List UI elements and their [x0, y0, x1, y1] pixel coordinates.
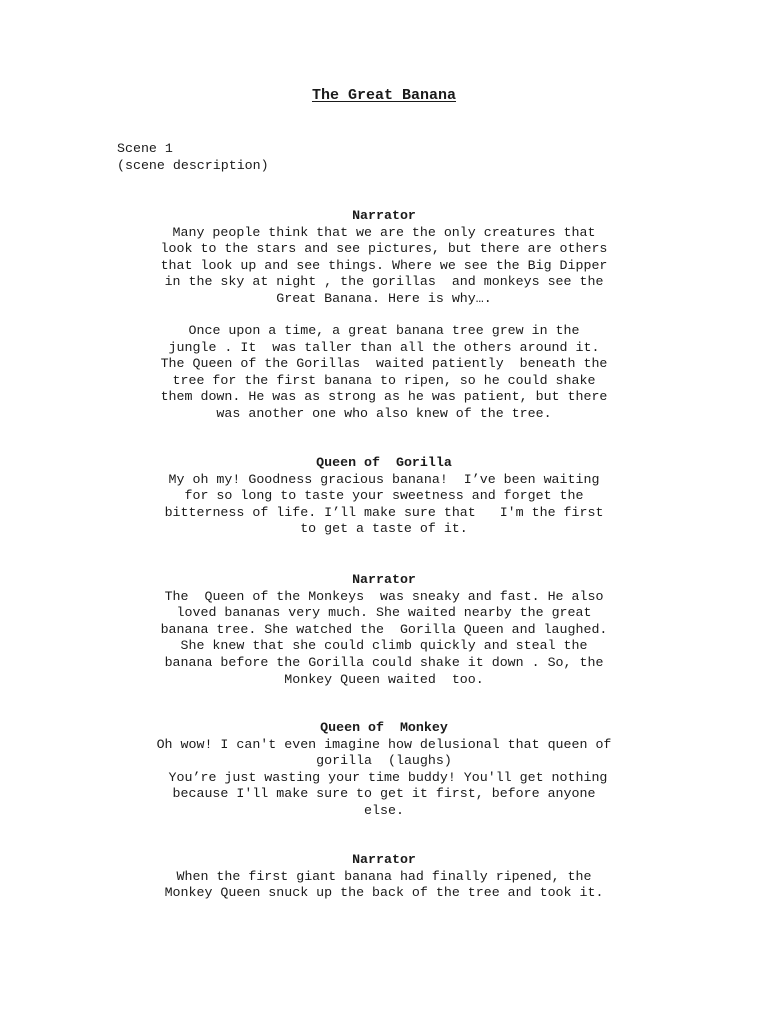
dialogue-line: Monkey Queen snuck up the back of the tree and took it. — [164, 885, 604, 901]
dialogue-line: in the sky at night , the gorillas and monkeys see the — [164, 274, 604, 290]
scene-heading: Scene 1 — [117, 141, 173, 156]
dialogue-line: banana tree. She watched the Gorilla Queen and laughed. — [160, 621, 608, 637]
dialogue-line: to get a taste of it. — [300, 521, 468, 537]
dialogue-line: My oh my! Goodness gracious banana! I’ve been waiting — [168, 471, 600, 487]
dialogue-line: Many people think that we are the only creatures that — [172, 224, 596, 240]
speaker-name: Queen of Gorilla — [316, 455, 452, 470]
speaker-name: Queen of Monkey — [320, 720, 448, 735]
dialogue-block-narrator-3 — [110, 852, 658, 902]
dialogue-line: Monkey Queen waited too. — [284, 671, 484, 687]
dialogue-block-narrator-2 — [110, 572, 658, 688]
dialogue-line: look to the stars and see pictures, but there are others — [160, 241, 608, 257]
dialogue-line: Oh wow! I can't even imagine how delusional that queen of — [156, 736, 612, 752]
dialogue-block-queen-gorilla — [110, 455, 658, 538]
dialogue-line: You’re just wasting your time buddy! You'll get nothing — [160, 769, 608, 785]
dialogue-line: gorilla (laughs) — [316, 753, 452, 769]
dialogue-line: banana before the Gorilla could shake it down . So, the — [164, 654, 604, 670]
dialogue-line: them down. He was as strong as he was patient, but there — [160, 389, 608, 405]
narration-paragraph — [110, 323, 658, 423]
document-title: The Great Banana — [311, 87, 457, 104]
scene-description: (scene description) — [117, 157, 269, 173]
dialogue-block-queen-monkey — [110, 720, 658, 820]
dialogue-line: loved bananas very much. She waited nearby the great — [176, 605, 592, 621]
dialogue-line: because I'll make sure to get it first, before anyone — [172, 786, 596, 802]
speaker-name: Narrator — [352, 572, 416, 587]
dialogue-line: bitterness of life. I’ll make sure that I'm the first — [164, 504, 604, 520]
dialogue-line: was another one who also knew of the tree. — [216, 405, 552, 421]
speaker-name: Narrator — [352, 208, 416, 223]
dialogue-block-narrator-1 — [110, 208, 658, 308]
dialogue-line: When the first giant banana had finally ripened, the — [176, 868, 592, 884]
dialogue-line: for so long to taste your sweetness and forget the — [184, 488, 584, 504]
dialogue-line: jungle . It was taller than all the others around it. — [168, 339, 600, 355]
dialogue-line: else. — [364, 802, 404, 818]
scene-heading-block — [117, 141, 269, 174]
dialogue-line: Great Banana. Here is why…. — [276, 290, 492, 306]
dialogue-line: She knew that she could climb quickly and steal the — [180, 638, 588, 654]
dialogue-line: tree for the first banana to ripen, so he could shake — [172, 372, 596, 388]
dialogue-line: The Queen of the Gorillas waited patiently beneath the — [160, 356, 608, 372]
dialogue-line: that look up and see things. Where we see the Big Dipper — [160, 257, 608, 273]
speaker-name: Narrator — [352, 852, 416, 867]
dialogue-line: Once upon a time, a great banana tree grew in the — [188, 323, 580, 338]
dialogue-line: The Queen of the Monkeys was sneaky and fast. He also — [164, 588, 604, 604]
